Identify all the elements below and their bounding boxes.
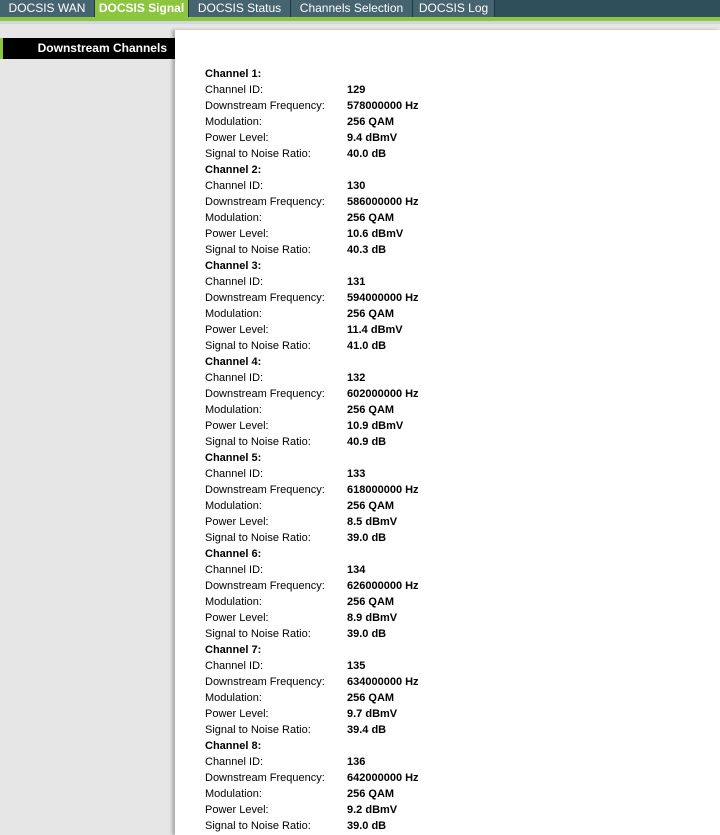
field-label: Downstream Frequency: — [205, 772, 325, 784]
channel-field-row — [205, 194, 705, 210]
field-value: 256 QAM — [347, 788, 395, 800]
channel-field-row — [205, 690, 705, 706]
tab-docsis-status[interactable]: DOCSIS Status — [189, 0, 291, 17]
channel-field-row — [205, 386, 705, 402]
field-label: Channel ID: — [205, 564, 264, 576]
channel-title: Channel 3: — [205, 260, 262, 272]
field-value: 642000000 Hz — [347, 772, 419, 784]
field-value: 39.0 dB — [347, 532, 387, 544]
channel-field-row — [205, 242, 705, 258]
channel-field-row — [205, 498, 705, 514]
field-label: Downstream Frequency: — [205, 292, 325, 304]
field-value: 11.4 dBmV — [347, 324, 403, 336]
channel-field-row — [205, 402, 705, 418]
field-value: 39.4 dB — [347, 724, 387, 736]
field-value: 136 — [347, 756, 366, 768]
tab-channels-selection[interactable]: Channels Selection — [291, 0, 413, 17]
channel-field-row — [205, 770, 705, 786]
field-label: Signal to Noise Ratio: — [205, 724, 311, 736]
field-value: 39.0 dB — [347, 628, 387, 640]
field-value: 8.9 dBmV — [347, 612, 398, 624]
field-value: 134 — [347, 564, 366, 576]
field-label: Downstream Frequency: — [205, 484, 325, 496]
channel-field-row — [205, 98, 705, 114]
top-tab-bar — [0, 0, 720, 17]
channel-field-row — [205, 178, 705, 194]
field-label: Channel ID: — [205, 372, 264, 384]
nav-item-downstream-channels[interactable]: Downstream Channels — [0, 38, 175, 59]
field-value: 132 — [347, 372, 366, 384]
field-label: Signal to Noise Ratio: — [205, 820, 311, 832]
channel-field-row — [205, 114, 705, 130]
field-label: Modulation: — [205, 692, 262, 704]
field-value: 9.4 dBmV — [347, 132, 398, 144]
channel-header — [205, 354, 705, 370]
field-label: Power Level: — [205, 324, 269, 336]
field-label: Modulation: — [205, 500, 262, 512]
field-value: 578000000 Hz — [347, 100, 419, 112]
field-value: 618000000 Hz — [347, 484, 419, 496]
nav-active-indicator — [0, 38, 3, 59]
field-value: 256 QAM — [347, 404, 395, 416]
field-value: 256 QAM — [347, 692, 395, 704]
field-value: 10.6 dBmV — [347, 228, 404, 240]
field-label: Signal to Noise Ratio: — [205, 436, 311, 448]
field-value: 256 QAM — [347, 500, 395, 512]
field-label: Power Level: — [205, 420, 269, 432]
field-value: 256 QAM — [347, 212, 395, 224]
left-navigation — [0, 24, 175, 835]
channel-title: Channel 2: — [205, 164, 262, 176]
channel-field-row — [205, 466, 705, 482]
field-value: 135 — [347, 660, 366, 672]
field-value: 256 QAM — [347, 308, 395, 320]
channel-field-row — [205, 786, 705, 802]
channel-field-row — [205, 306, 705, 322]
channel-field-row — [205, 562, 705, 578]
channel-title: Channel 7: — [205, 644, 262, 656]
channel-field-row — [205, 818, 705, 834]
field-label: Power Level: — [205, 132, 269, 144]
field-value: 129 — [347, 84, 366, 96]
field-label: Modulation: — [205, 596, 262, 608]
field-label: Signal to Noise Ratio: — [205, 244, 311, 256]
channel-title: Channel 4: — [205, 356, 262, 368]
channel-field-row — [205, 530, 705, 546]
field-value: 602000000 Hz — [347, 388, 419, 400]
field-label: Modulation: — [205, 212, 262, 224]
channel-title: Channel 5: — [205, 452, 262, 464]
channel-field-row — [205, 210, 705, 226]
channel-field-row — [205, 722, 705, 738]
field-value: 40.3 dB — [347, 244, 387, 256]
field-value: 40.9 dB — [347, 436, 387, 448]
field-label: Downstream Frequency: — [205, 196, 325, 208]
channel-field-row — [205, 130, 705, 146]
channel-header — [205, 738, 705, 754]
channel-field-row — [205, 482, 705, 498]
field-label: Power Level: — [205, 612, 269, 624]
channel-field-row — [205, 658, 705, 674]
field-value: 626000000 Hz — [347, 580, 419, 592]
field-label: Downstream Frequency: — [205, 100, 325, 112]
channel-field-row — [205, 514, 705, 530]
field-label: Modulation: — [205, 788, 262, 800]
field-label: Downstream Frequency: — [205, 580, 325, 592]
field-label: Modulation: — [205, 116, 262, 128]
field-value: 133 — [347, 468, 366, 480]
channel-field-row — [205, 290, 705, 306]
channel-field-row — [205, 338, 705, 354]
channel-list — [205, 66, 705, 834]
field-value: 634000000 Hz — [347, 676, 419, 688]
channel-field-row — [205, 274, 705, 290]
channel-header — [205, 546, 705, 562]
field-value: 131 — [347, 276, 366, 288]
main-content — [175, 30, 720, 835]
field-value: 256 QAM — [347, 596, 395, 608]
field-value: 10.9 dBmV — [347, 420, 404, 432]
field-label: Channel ID: — [205, 756, 264, 768]
field-value: 9.7 dBmV — [347, 708, 398, 720]
field-label: Power Level: — [205, 804, 269, 816]
field-label: Power Level: — [205, 516, 269, 528]
field-value: 40.0 dB — [347, 148, 387, 160]
field-label: Channel ID: — [205, 180, 264, 192]
field-label: Signal to Noise Ratio: — [205, 532, 311, 544]
channel-header — [205, 258, 705, 274]
channel-field-row — [205, 322, 705, 338]
channel-field-row — [205, 626, 705, 642]
field-label: Signal to Noise Ratio: — [205, 148, 311, 160]
tab-docsis-signal[interactable]: DOCSIS Signal — [95, 0, 189, 17]
field-label: Channel ID: — [205, 660, 264, 672]
field-value: 8.5 dBmV — [347, 516, 398, 528]
field-label: Downstream Frequency: — [205, 388, 325, 400]
field-value: 130 — [347, 180, 366, 192]
channel-header — [205, 642, 705, 658]
channel-title: Channel 1: — [205, 68, 262, 80]
channel-field-row — [205, 82, 705, 98]
field-label: Power Level: — [205, 228, 269, 240]
channel-field-row — [205, 418, 705, 434]
field-label: Modulation: — [205, 308, 262, 320]
channel-field-row — [205, 594, 705, 610]
channel-field-row — [205, 754, 705, 770]
channel-field-row — [205, 434, 705, 450]
field-label: Power Level: — [205, 708, 269, 720]
field-value: 41.0 dB — [347, 340, 387, 352]
field-value: 594000000 Hz — [347, 292, 419, 304]
channel-field-row — [205, 578, 705, 594]
channel-field-row — [205, 706, 705, 722]
field-value: 9.2 dBmV — [347, 804, 398, 816]
channel-title: Channel 8: — [205, 740, 262, 752]
field-label: Channel ID: — [205, 84, 264, 96]
tab-docsis-log[interactable]: DOCSIS Log — [413, 0, 495, 17]
channel-field-row — [205, 610, 705, 626]
channel-title: Channel 6: — [205, 548, 262, 560]
channel-field-row — [205, 146, 705, 162]
channel-field-row — [205, 226, 705, 242]
field-label: Modulation: — [205, 404, 262, 416]
field-value: 256 QAM — [347, 116, 395, 128]
tab-docsis-wan[interactable]: DOCSIS WAN — [0, 0, 95, 17]
channel-field-row — [205, 674, 705, 690]
channel-header — [205, 450, 705, 466]
field-label: Downstream Frequency: — [205, 676, 325, 688]
field-label: Signal to Noise Ratio: — [205, 340, 311, 352]
field-label: Channel ID: — [205, 468, 264, 480]
channel-header — [205, 66, 705, 82]
field-value: 39.0 dB — [347, 820, 387, 832]
field-value: 586000000 Hz — [347, 196, 419, 208]
field-label: Channel ID: — [205, 276, 264, 288]
channel-field-row — [205, 802, 705, 818]
channel-field-row — [205, 370, 705, 386]
field-label: Signal to Noise Ratio: — [205, 628, 311, 640]
channel-header — [205, 162, 705, 178]
